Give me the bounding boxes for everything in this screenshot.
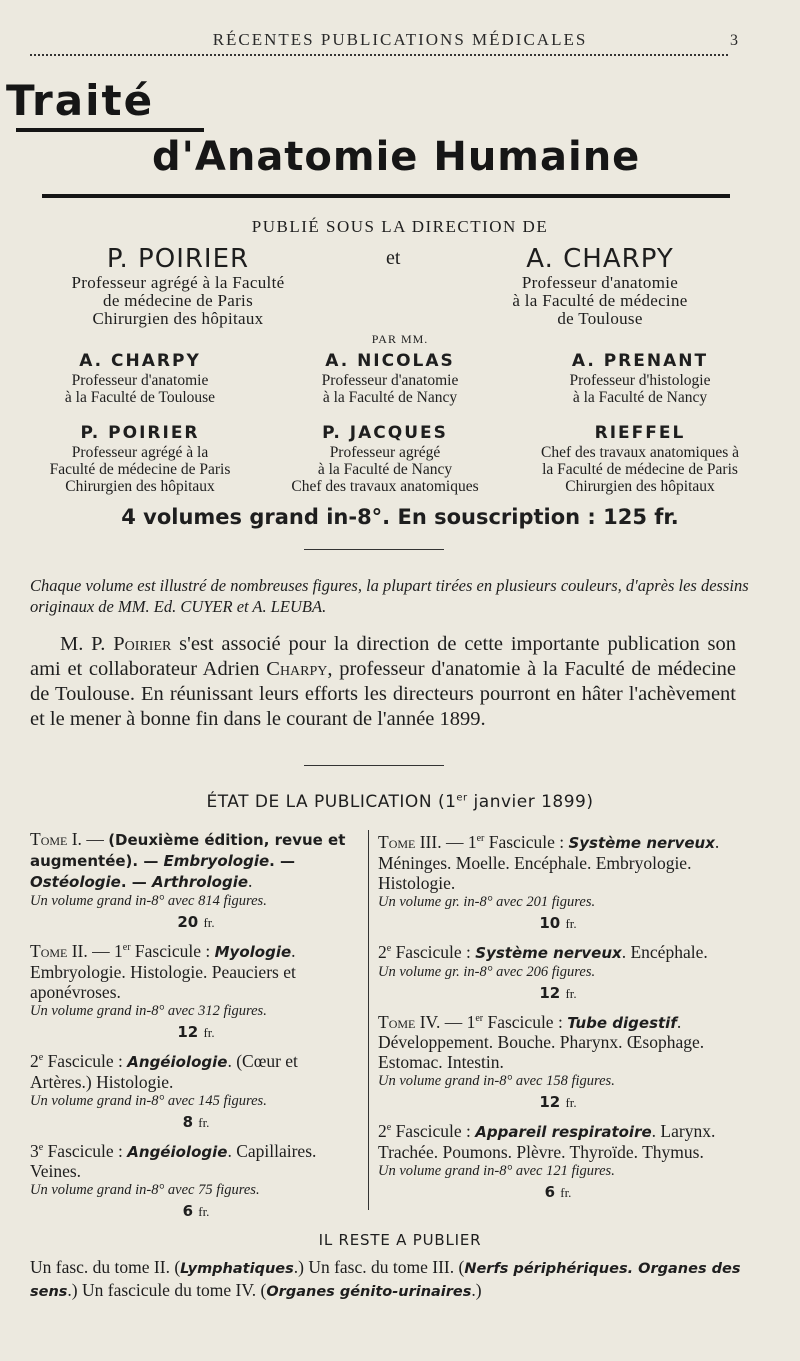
tome-3-fascicule-1-volume: Un volume gr. in-8° avec 201 figures. <box>378 893 596 910</box>
author-title: Faculté de médecine de Paris <box>49 461 231 478</box>
remaining-heading: IL RESTE A PUBLIER <box>318 1231 482 1249</box>
author-charpy <box>20 350 260 406</box>
author-title: Chef des travaux anatomiques <box>291 478 479 495</box>
author-title: la Faculté de médecine de Paris <box>542 461 738 478</box>
name-poirier: Poirier <box>113 633 172 655</box>
illustration-note: Chaque volume est illustré de nombreuses figures, la plupart tirées en plusieurs couleurs, d'après les dessins originaux de MM. Ed. CUYER et A. LEUBA. <box>30 576 749 616</box>
author-title: Chirurgien des hôpitaux <box>65 478 215 495</box>
tome-4-fascicule-1-volume: Un volume grand in-8° avec 158 figures. <box>378 1073 615 1090</box>
director-name: P. POIRIER <box>106 244 250 274</box>
title-anatomie-humaine: d'Anatomie Humaine <box>152 134 641 180</box>
status-heading: ÉTAT DE LA PUBLICATION (1er janvier 1899) <box>206 792 594 812</box>
author-title: Professeur d'histologie <box>569 372 711 389</box>
page-number: 3 <box>730 32 738 49</box>
column-divider <box>368 830 369 1210</box>
tome-4-fascicule-1-price: 12 fr. <box>539 1093 577 1112</box>
divider <box>304 549 444 550</box>
running-head: RÉCENTES PUBLICATIONS MÉDICALES <box>212 30 588 49</box>
director-title: à la Faculté de médecine <box>512 291 688 310</box>
author-name: A. CHARPY <box>79 351 201 371</box>
author-title: à la Faculté de Nancy <box>572 389 708 406</box>
tome-2-fascicule-2-price: 8 fr. <box>182 1112 210 1131</box>
tome-2-fascicule-2-entry: 2e Fascicule : Angéiologie. (Cœur et Artères.) Histologie. <box>30 1050 298 1092</box>
tome-3-fascicule-2-volume: Un volume gr. in-8° avec 206 figures. <box>378 963 596 980</box>
published-under: PUBLIÉ SOUS LA DIRECTION DE <box>251 217 549 236</box>
director-title: de Toulouse <box>557 309 643 328</box>
tome-3-fascicule-1-price: 10 fr. <box>539 913 577 932</box>
tomes-right-column <box>378 829 738 1208</box>
author-name: A. NICOLAS <box>325 351 455 371</box>
author-prenant <box>505 350 775 406</box>
tome-2-fascicule-1-entry: Tome II. — 1er Fascicule : Myologie. Embryologie. Histologie. Peauciers et aponévroses. <box>30 940 296 1002</box>
author-title: Professeur d'anatomie <box>71 372 209 389</box>
tome-2-fascicule-3-entry: 3e Fascicule : Angéiologie. Capillaires. Veines. <box>30 1140 317 1182</box>
author-poirier <box>10 422 270 495</box>
title-rule-long <box>42 194 730 198</box>
conjunction-et: et <box>386 247 401 269</box>
author-title: Professeur d'anatomie <box>321 372 459 389</box>
author-name: P. JACQUES <box>322 423 448 443</box>
title-rule-short <box>16 128 204 132</box>
tome-2-fascicule-1-price: 12 fr. <box>177 1022 215 1041</box>
director-title: de médecine de Paris <box>103 291 253 310</box>
tome-1-volume: Un volume grand in-8° avec 814 figures. <box>30 893 267 909</box>
tome-4-fascicule-2-price: 6 fr. <box>544 1183 572 1202</box>
author-title: Professeur agrégé <box>329 444 441 461</box>
author-name: RIEFFEL <box>594 423 686 443</box>
author-title: Professeur agrégé à la <box>71 444 209 461</box>
tome-1-price: 20 fr. <box>177 913 215 931</box>
title-traite: Traité <box>6 76 155 125</box>
remaining-list: Un fasc. du tome II. (Lymphatiques.) Un fasc. du tome III. (Nerfs périphériques. Organes des sens.) Un fascicule du tome IV. (Organes génito-urinaires.) <box>30 1257 741 1300</box>
divider <box>304 765 444 766</box>
author-rieffel <box>500 422 780 495</box>
author-jacques <box>250 422 520 495</box>
name-charpy: Charpy <box>266 658 328 680</box>
tomes-left-column <box>30 829 362 1227</box>
director-title: Professeur d'anatomie <box>521 273 679 292</box>
tome-2-fascicule-1-volume: Un volume grand in-8° avec 312 figures. <box>30 1002 267 1019</box>
author-title: Chirurgien des hôpitaux <box>565 478 715 495</box>
director-charpy <box>440 244 760 328</box>
tome-2-fascicule-3-price: 6 fr. <box>182 1202 210 1221</box>
by-authors: PAR MM. <box>371 332 429 346</box>
author-title: à la Faculté de Toulouse <box>64 389 216 406</box>
tome-3-fascicule-2-price: 12 fr. <box>539 983 577 1002</box>
intro-paragraph: M. P. Poirier s'est associé pour la direction de cette importante publication son ami et collaborateur Adrien Charpy, professeur d'anatomie à la Faculté de médecine de Toulouse. En réunissant leurs efforts les directeurs pourront en hâter l'achèvement et le mener à bonne fin dans le courant de l'année 1899. <box>30 633 737 730</box>
author-title: à la Faculté de Nancy <box>317 461 453 478</box>
author-title: Chef des travaux anatomiques à <box>541 444 739 461</box>
director-title: Chirurgien des hôpitaux <box>92 309 264 328</box>
tome-4-fascicule-2-volume: Un volume grand in-8° avec 121 figures. <box>378 1163 615 1180</box>
tome-2-fascicule-2-volume: Un volume grand in-8° avec 145 figures. <box>30 1092 267 1109</box>
tome-1-entry: Tome I. — (Deuxième édition, revue et augmentée). — Embryologie. — Ostéologie. — Arthrologie. <box>30 829 346 891</box>
author-nicolas <box>270 350 510 406</box>
tome-3-fascicule-1-entry: Tome III. — 1er Fascicule : Système nerveux. Méninges. Moelle. Encéphale. Embryologie. Histologie. <box>378 831 720 893</box>
director-poirier <box>28 244 328 328</box>
illustrator-names: Ed. CUYER et A. LEUBA <box>153 597 323 616</box>
author-name: A. PRENANT <box>571 351 709 371</box>
author-name: P. POIRIER <box>80 423 200 443</box>
subscription-offer: 4 volumes grand in-8°. En souscription : 125 fr. <box>121 505 679 529</box>
tome-4-fascicule-2-entry: 2e Fascicule : Appareil respiratoire. Larynx. Trachée. Poumons. Plèvre. Thyroïde. Thymus. <box>378 1121 716 1163</box>
header-rule <box>30 54 728 60</box>
tome-2-fascicule-3-volume: Un volume grand in-8° avec 75 figures. <box>30 1182 260 1199</box>
tome-4-fascicule-1-entry: Tome IV. — 1er Fascicule : Tube digestif. Développement. Bouche. Pharynx. Œsophage. Estomac. Intestin. <box>378 1011 705 1073</box>
author-title: à la Faculté de Nancy <box>322 389 458 406</box>
director-title: Professeur agrégé à la Faculté <box>71 273 285 292</box>
director-name: A. CHARPY <box>526 244 674 274</box>
tome-3-fascicule-2-entry: 2e Fascicule : Système nerveux. Encéphale. <box>378 941 708 962</box>
